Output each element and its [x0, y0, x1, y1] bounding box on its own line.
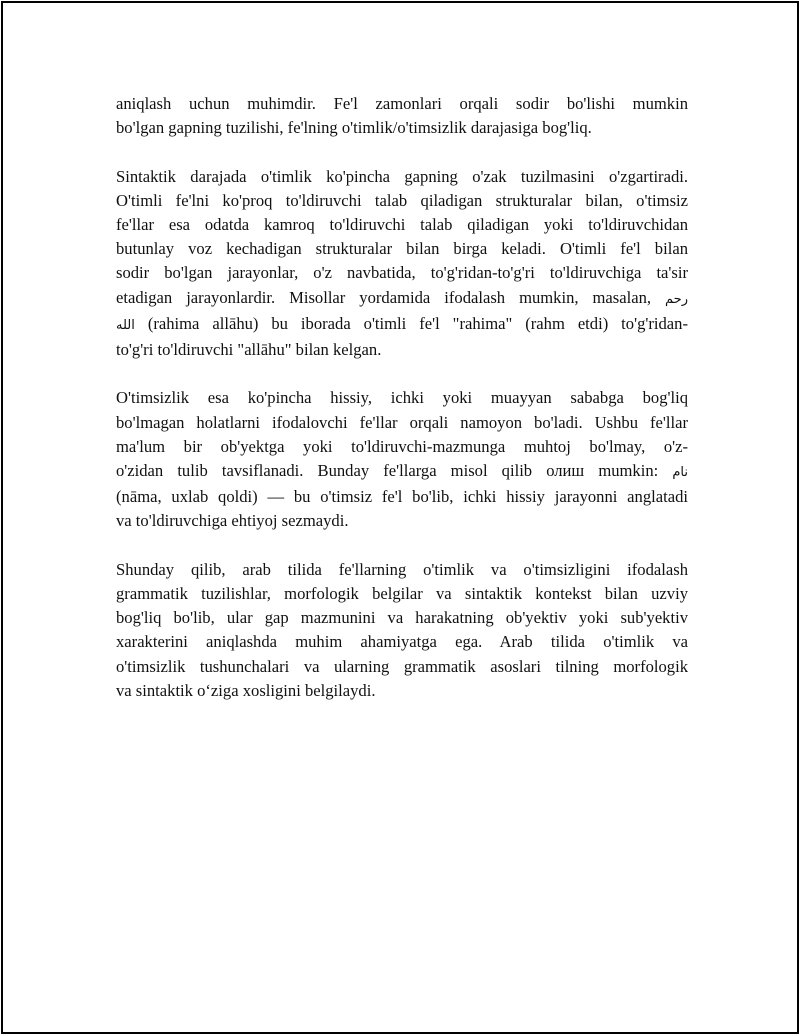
text-line [116, 459, 688, 485]
text-segment: etadigan jarayonlardir. Misollar yordamida ifodalash mumkin, masalan, [116, 287, 652, 307]
text-line: bog'liq bo'lib, ular gap mazmunini va harakatning ob'yektiv yoki sub'yektiv [116, 608, 688, 628]
text-line: butunlay voz kechadigan strukturalar bilan birga keladi. O'timli fe'l bilan [116, 239, 688, 259]
arabic-word: نام [672, 465, 688, 481]
text-line: O'timsizlik esa ko'pincha hissiy, ichki yoki muayyan sababga bog'liq [116, 388, 688, 408]
text-line: (nāma, uxlab qoldi) — bu o'timsiz fe'l bo'lib, ichki hissiy jarayonni anglatadi [116, 487, 688, 507]
text-line: va to'ldiruvchiga ehtiyoj sezmaydi. [116, 511, 349, 531]
paragraph-3 [116, 386, 688, 533]
text-line: bo'lmagan holatlarni ifodalovchi fe'llar orqali namoyon bo'ladi. Ushbu fe'llar [116, 412, 688, 432]
text-line: to'g'ri to'ldiruvchi "allāhu" bilan kelgan. [116, 340, 382, 360]
text-line [116, 312, 688, 338]
paragraph-1 [116, 92, 688, 140]
text-segment: o'zidan tulib tavsiflanadi. Bunday fe'llarga misol qilib олиш mumkin: [116, 461, 659, 481]
text-segment: (rahima allāhu) bu iborada o'timli fe'l "rahima" (rahm etdi) to'g'ridan- [134, 313, 688, 333]
text-line: Sintaktik darajada o'timlik ko'pincha gapning o'zak tuzilmasini o'zgartiradi. [116, 166, 688, 186]
paragraph-2 [116, 165, 688, 363]
text-line: O'timli fe'lni ko'proq to'ldiruvchi talab qiladigan strukturalar bilan, o'timsiz [116, 190, 688, 210]
text-line: xarakterini aniqlashda muhim ahamiyatga ega. Arab tilida o'timlik va [116, 632, 688, 652]
text-line: aniqlash uchun muhimdir. Fe'l zamonlari orqali sodir bo'lishi mumkin [116, 94, 688, 113]
text-line: ma'lum bir ob'yektga yoki to'ldiruvchi-mazmunga muhtoj bo'lmay, o'z- [116, 436, 688, 456]
text-line: fe'llar esa odatda kamroq to'ldiruvchi talab qiladigan yoki to'ldiruvchidan [116, 215, 688, 234]
text-line: va sintaktik o‘ziga xosligini belgilaydi. [116, 680, 376, 700]
paragraph-4 [116, 558, 688, 703]
text-line: sodir bo'lgan jarayonlar, o'z navbatida, to'g'ridan-to'g'ri to'ldiruvchiga ta'sir [116, 263, 688, 283]
text-line [116, 286, 688, 312]
arabic-word: الله [116, 317, 135, 333]
document-body [116, 92, 688, 727]
text-line: Shunday qilib, arab tilida fe'llarning o'timlik va o'timsizligini ifodalash [116, 559, 688, 579]
text-line: bo'lgan gapning tuzilishi, fe'lning o'timlik/o'timsizlik darajasiga bog'liq. [116, 118, 592, 138]
text-line: o'timsizlik tushunchalari va ularning grammatik asoslari tilning morfologik [116, 656, 688, 676]
text-line: grammatik tuzilishlar, morfologik belgilar va sintaktik kontekst bilan uzviy [116, 584, 688, 604]
arabic-word: رحم [665, 291, 688, 307]
